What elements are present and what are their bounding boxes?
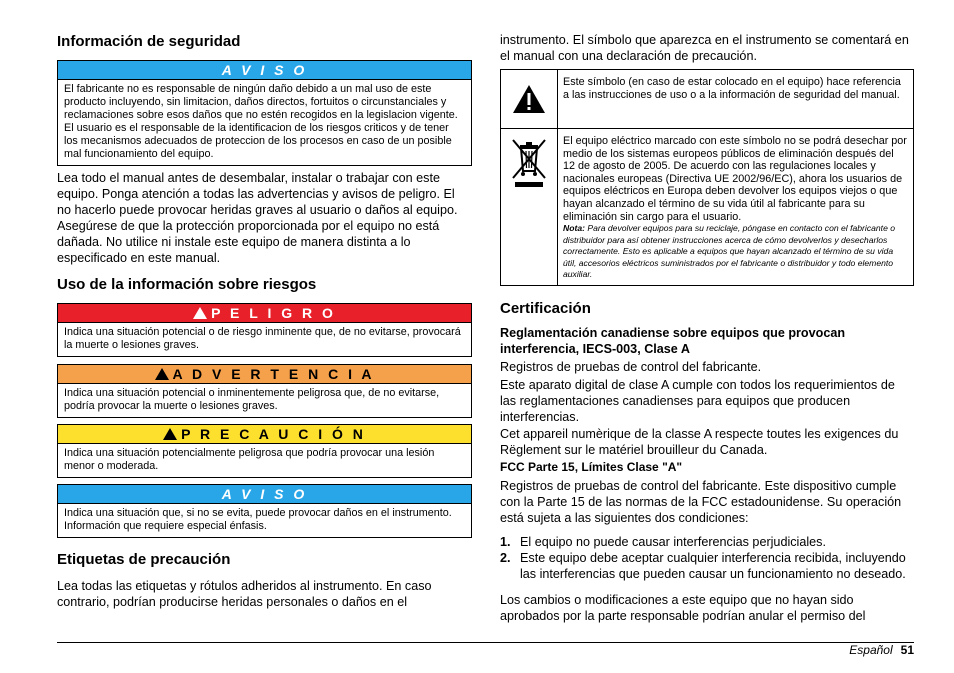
footer-language: Español: [849, 643, 893, 657]
footer: [849, 643, 914, 657]
paragraph-protection: Asegúrese de que la protección proporcionada por el equipo no está dañada. No utilice ni instale este equipo de manera distinta a lo especificado en este manual.: [57, 219, 440, 265]
weee-note-text: Para devolver equipos para su reciclaje, póngase en contacto con el fabricante o distribuidor para así obtener instrucciones acerca de cómo devolverlos y desecharlos correctamente. Esto es aplicable a equipos que hayan alcanzado el término de su vida útil, accesorios eléctricos suministrados por el fabricante o distribuidor y todo elemento auxiliar.: [563, 223, 896, 280]
heading-risks: Uso de la información sobre riesgos: [57, 276, 317, 293]
heading-labels: Etiquetas de precaución: [57, 551, 231, 568]
footer-divider: [57, 642, 914, 643]
warning-triangle-icon: [163, 428, 177, 440]
peligro-header: P E L I G R O: [211, 305, 336, 321]
peligro-box: [57, 303, 472, 357]
warning-triangle-icon: [155, 368, 169, 380]
aviso-text-1: El fabricante no es responsable de ningún daño debido a un mal uso de este producto incluyendo, sin limitacion, daños directos, fortuitos o circunstanciales y reclamaciones sobre esos daños que no estén recogidos en la legislacion vigente. El usuario es el responsable de la identificacion de los riesgos criticos y de tener los mecanismos adecuados de proteccion de los procesos en caso de un posible mal funcionamiento del equipo.: [64, 83, 458, 160]
symbols-row-warning: [501, 70, 913, 129]
paragraph-read-manual: Lea todo el manual antes de desembalar, instalar o trabajar con este equipo. Ponga atención a todas las advertencias y avisos de peligro. El no hacerlo puede provocar heridas graves al usuario o daños al equipo.: [57, 171, 458, 217]
paragraph-labels: Lea todas las etiquetas y rótulos adheridos al instrumento. En caso contrario, podrían producirse heridas personales o daños en el: [57, 579, 432, 609]
precaucion-box: [57, 424, 472, 478]
precaucion-text: Indica una situación potencialmente peligrosa que podría provocar una lesión menor o moderada.: [64, 447, 435, 472]
paragraph-changes: Los cambios o modificaciones a este equipo que no hayan sido aprobados por la parte responsable podrían anular el permiso del: [500, 593, 866, 623]
conditions-list: [500, 534, 914, 582]
list-item: 2. Este equipo debe aceptar cualquier interferencia recibida, incluyendo las interferencias que pueden causar un funcionamiento no deseado.: [500, 551, 906, 581]
precaucion-header: P R E C A U C I Ó N: [181, 426, 366, 442]
advertencia-header: A D V E R T E N C I A: [172, 366, 375, 382]
advertencia-text: Indica una situación potencial o inminentemente peligrosa que, de no evitarse, podría provocar la muerte o lesiones graves.: [64, 387, 440, 412]
crossed-bin-icon: [509, 137, 549, 189]
heading-certification: Certificación: [500, 300, 591, 317]
aviso-header-1: A V I S O: [58, 61, 471, 80]
symbols-row-weee-text: El equipo eléctrico marcado con este símbolo no se podrá desechar por medio de los sistemas europeos públicos de eliminación después del 12 de agosto de 2005. De acuerdo con las regulaciones locales y nacionales europeas (Directiva UE 2002/96/EC), ahora los usuarios de equipos eléctricos en Europa deben devolver los equipos viejos o que hayan alcanzado el término de su vida útil al fabricante para su eliminación sin cargo para el usuario.: [563, 135, 907, 223]
peligro-text: Indica una situación potencial o de riesgo inminente que, de no evitarse, provocará la muerte o lesiones graves.: [64, 326, 461, 351]
weee-note: [563, 223, 908, 281]
weee-note-label: Nota:: [563, 223, 585, 234]
paragraph-canada-3: Cet appareil numèrique de la classe A respecte toutes les exigences du Rëglement sur le matériel brouilleur du Canada.: [500, 427, 899, 457]
advertencia-box: [57, 364, 472, 418]
symbols-table: [500, 69, 914, 286]
symbols-row-warning-text: Este símbolo (en caso de estar colocado en el equipo) hace referencia a las instrucciones de uso o a la información de seguridad del manual.: [563, 76, 901, 101]
paragraph-fcc: Registros de pruebas de control del fabricante. Este dispositivo cumple con la Parte 15 de las normas de la FCC estadounidense. Su operación está sujeta a las siguientes dos condiciones:: [500, 479, 902, 525]
page-number: 51: [900, 643, 914, 657]
paragraph-continuation: instrumento. El símbolo que aparezca en el instrumento se comentará en el manual con una declaración de precaución.: [500, 33, 909, 63]
aviso-text-2: Indica una situación que, si no se evita, puede provocar daños en el instrumento. Información que requiere especial énfasis.: [64, 507, 452, 532]
paragraph-canada-1: Registros de pruebas de control del fabricante.: [500, 360, 762, 374]
aviso-box-1: [57, 60, 472, 166]
subheading-canada: Reglamentación canadiense sobre equipos que provocan interferencia, IECS-003, Clase A: [500, 326, 846, 356]
paragraph-canada-2: Este aparato digital de clase A cumple con todos los requerimientos de las reglamentaciones canadienses para equipos que producen interferencias.: [500, 378, 895, 424]
list-item: 1. El equipo no puede causar interferencias perjudiciales.: [500, 535, 826, 549]
warning-triangle-icon: [193, 307, 207, 319]
aviso-box-2: [57, 484, 472, 538]
warning-triangle-icon: [512, 84, 546, 114]
heading-safety: Información de seguridad: [57, 33, 241, 50]
subheading-fcc: FCC Parte 15, Límites Clase "A": [500, 460, 683, 474]
aviso-header-2: A V I S O: [58, 485, 471, 504]
symbols-row-weee: [501, 129, 913, 285]
